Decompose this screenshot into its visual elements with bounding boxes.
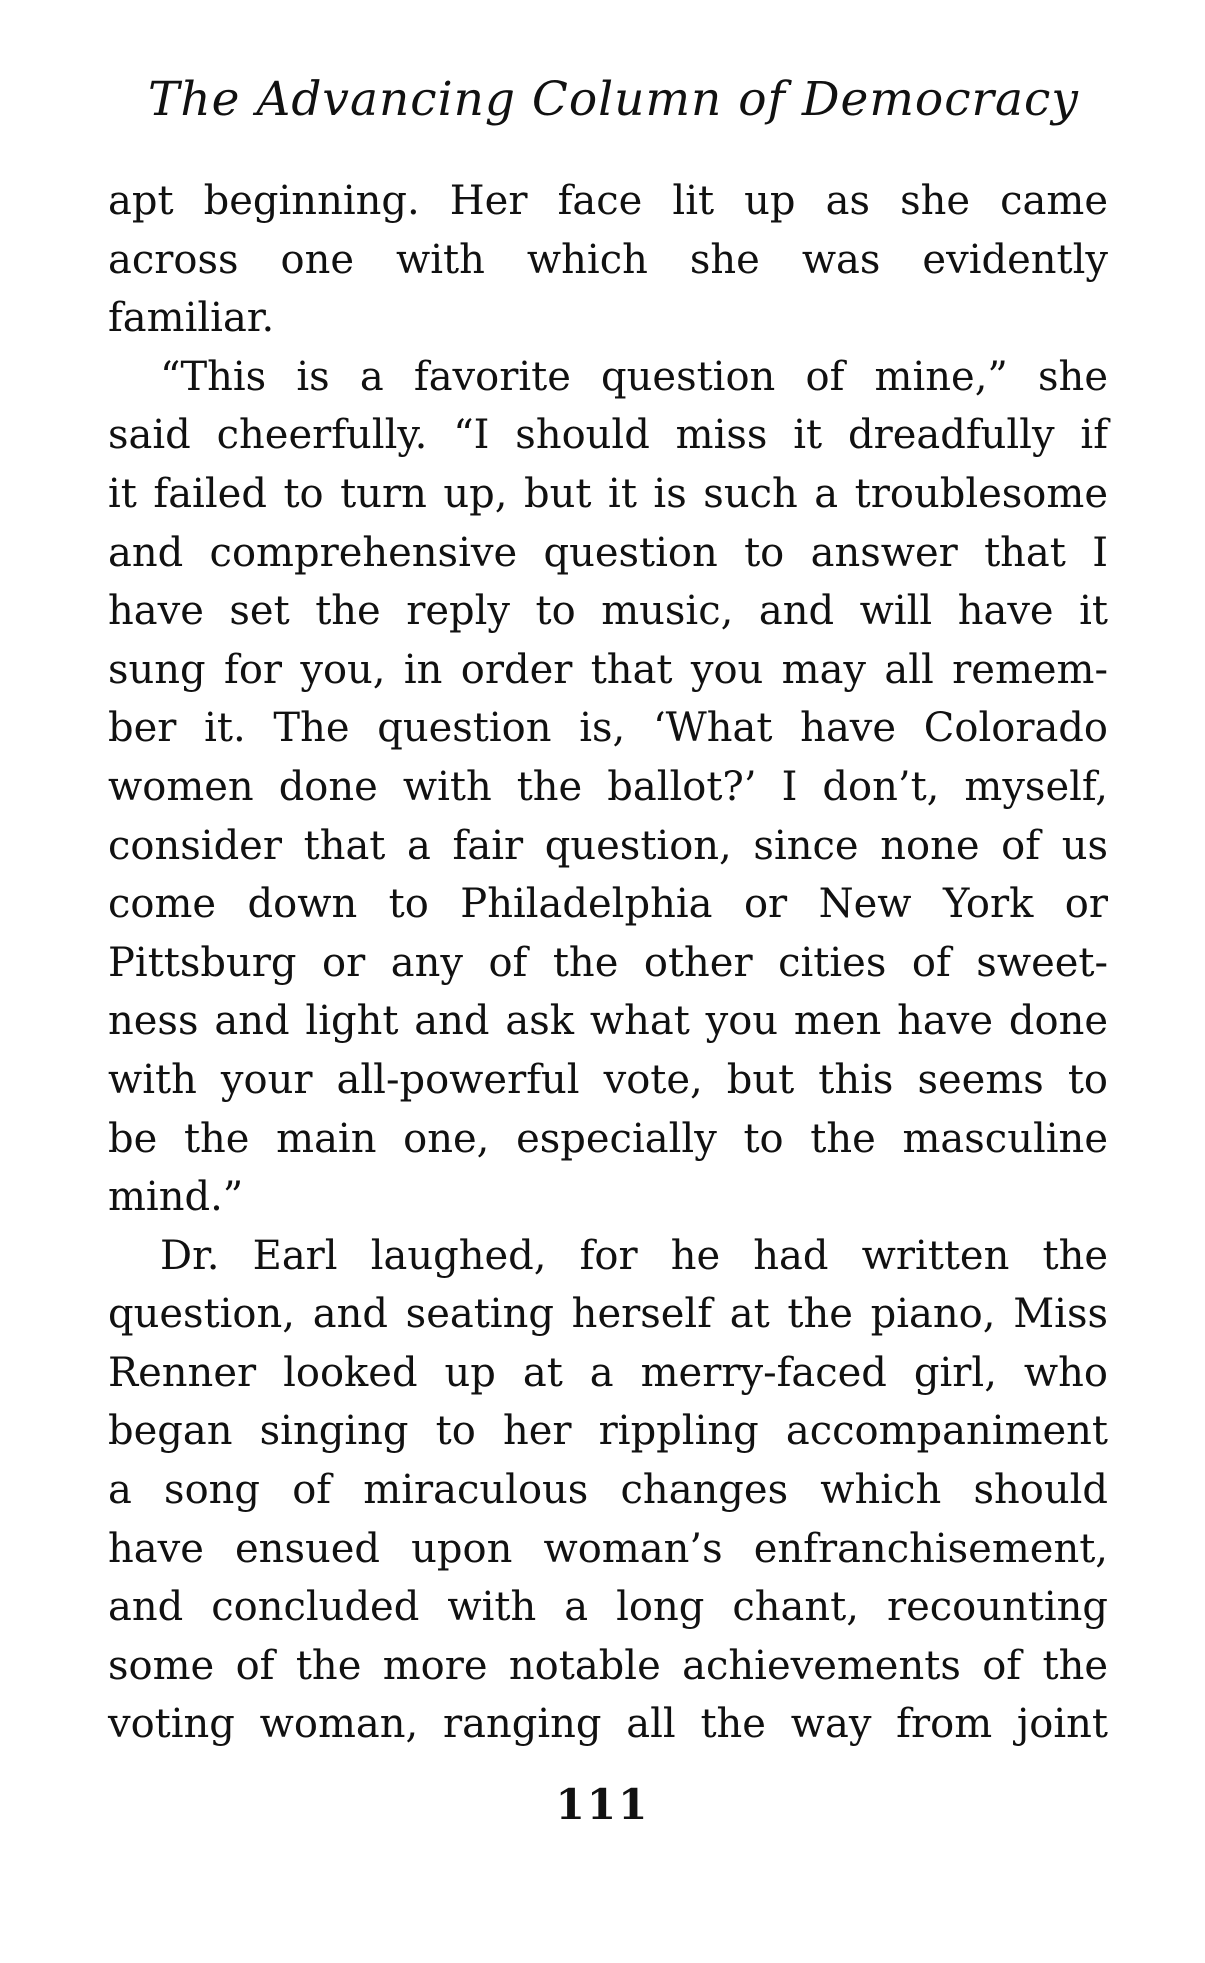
- text-line: a song of miraculous changes which should: [108, 1467, 1108, 1514]
- text-line: ber it. The question is, ‘What have Colorado: [108, 705, 1108, 752]
- text-line: ness and light and ask what you men have done: [108, 998, 1108, 1045]
- page-number: 111: [555, 1780, 650, 1829]
- text-line: be the main one, especially to the masculine: [108, 1115, 1108, 1162]
- text-line: voting woman, ranging all the way from joint: [108, 1701, 1108, 1748]
- text-line: question, and seating herself at the piano, Miss: [108, 1291, 1108, 1338]
- text-line: mind.”: [108, 1174, 244, 1221]
- text-line: women done with the ballot?’ I don’t, myself,: [108, 763, 1108, 810]
- text-line: sung for you, in order that you may all remem-: [108, 646, 1108, 693]
- text-line: have set the reply to music, and will have it: [108, 588, 1108, 635]
- text-line: Pittsburg or any of the other cities of sweet-: [108, 939, 1108, 986]
- text-line: have ensued upon woman’s enfranchisement,: [108, 1525, 1108, 1572]
- text-line: come down to Philadelphia or New York or: [108, 881, 1108, 928]
- text-line: some of the more notable achievements of the: [108, 1642, 1108, 1689]
- body-text: [108, 172, 1108, 1754]
- text-line: across one with which she was evidently: [108, 236, 1108, 283]
- text-line: Renner looked up at a merry-faced girl, who: [108, 1349, 1108, 1396]
- text-line: consider that a fair question, since none of us: [108, 822, 1108, 869]
- text-line: said cheerfully. “I should miss it dreadfully if: [108, 412, 1108, 459]
- running-title: The Advancing Column of Democracy: [148, 72, 1079, 127]
- text-line: it failed to turn up, but it is such a troublesome: [108, 470, 1108, 517]
- text-line: familiar.: [108, 295, 275, 342]
- text-line: apt beginning. Her face lit up as she came: [108, 178, 1108, 224]
- text-line: with your all-powerful vote, but this seems to: [108, 1056, 1108, 1103]
- text-line: Dr. Earl laughed, for he had written the: [160, 1232, 1108, 1279]
- text-line: began singing to her rippling accompaniment: [108, 1408, 1108, 1455]
- text-line: and comprehensive question to answer that I: [108, 529, 1108, 576]
- text-line: “This is a favorite question of mine,” she: [160, 353, 1108, 400]
- text-line: and concluded with a long chant, recounting: [108, 1584, 1108, 1631]
